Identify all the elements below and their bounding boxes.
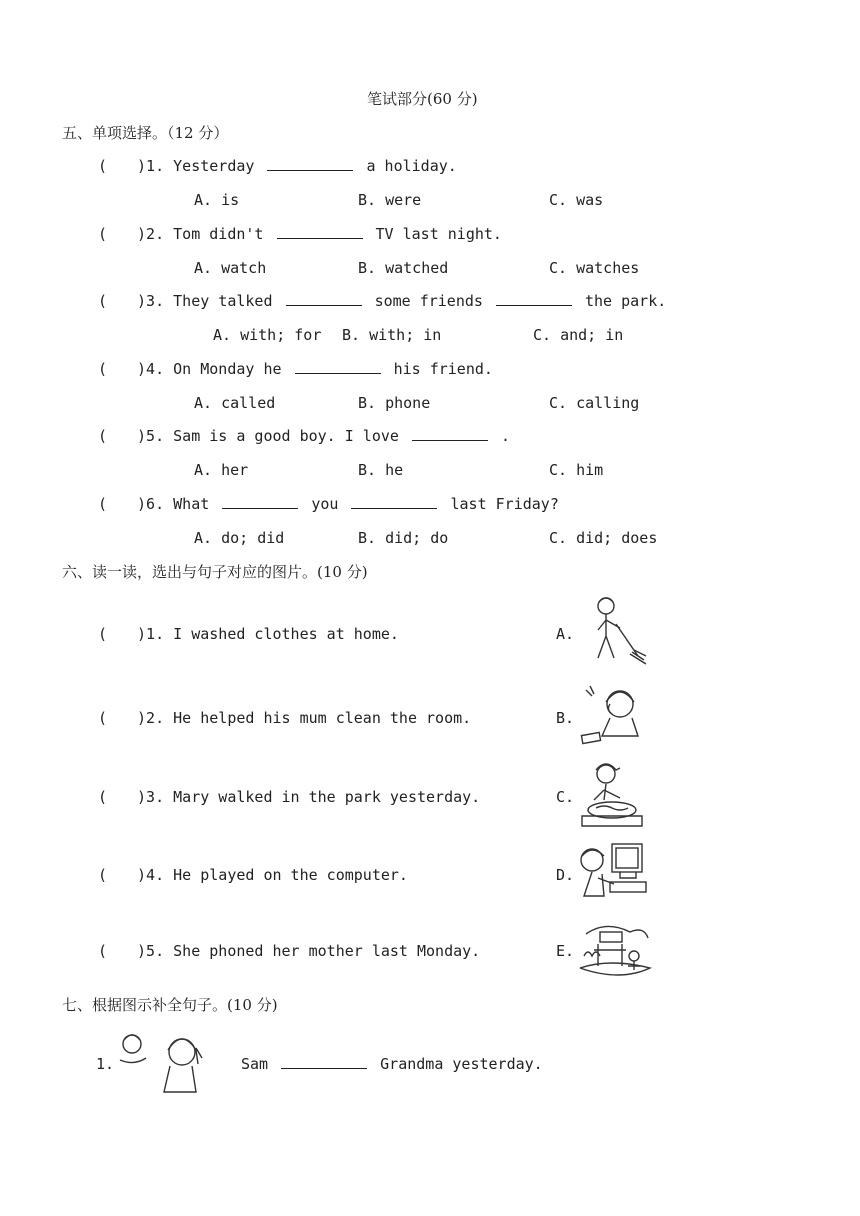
item-text: He played on the computer. — [173, 866, 408, 884]
question-text: Yesterday — [173, 157, 255, 175]
option-a: A. called — [194, 394, 276, 412]
paren-open: ( — [98, 625, 108, 643]
fill-text: Sam — [241, 1055, 269, 1073]
question-text-end: his friend. — [393, 360, 493, 378]
question-5 — [98, 427, 510, 445]
girl-phoning-grandma-icon — [116, 1030, 212, 1096]
boy-computer-icon — [574, 838, 648, 906]
question-text: Tom didn't — [173, 225, 264, 243]
match-item-2 — [98, 709, 471, 727]
section6-heading: 六、读一读，选出与句子对应的图片。(10 分) — [62, 563, 368, 581]
option-a: A. is — [194, 191, 240, 209]
option-a: A. her — [194, 461, 249, 479]
answer-blank[interactable] — [267, 169, 353, 171]
item-text: I washed clothes at home. — [173, 625, 399, 643]
fill-item-number: 1. — [96, 1055, 115, 1073]
paren-open: ( — [98, 225, 108, 243]
answer-blank[interactable] — [286, 304, 362, 306]
option-c: C. and; in — [533, 326, 624, 344]
item-text: She phoned her mother last Monday. — [173, 942, 481, 960]
match-item-3 — [98, 788, 480, 806]
section5-heading: 五、单项选择。（12 分） — [62, 124, 229, 142]
match-item-4 — [98, 866, 408, 884]
question-6 — [98, 495, 559, 513]
paren-open: ( — [98, 709, 108, 727]
question-text-end: the park. — [585, 292, 667, 310]
answer-blank[interactable] — [295, 372, 381, 374]
section7-heading: 七、根据图示补全句子。(10 分) — [62, 996, 278, 1014]
question-3 — [98, 292, 666, 310]
answer-blank[interactable] — [281, 1067, 367, 1069]
option-b: B. phone — [358, 394, 431, 412]
picture-letter-a: A. — [556, 625, 575, 643]
boy-sweeping-icon — [576, 594, 648, 666]
picture-letter-c: C. — [556, 788, 575, 806]
item-number: )2. — [137, 709, 165, 727]
item-number: )5. — [137, 942, 165, 960]
question-text-mid: you — [311, 495, 339, 513]
option-b: B. watched — [358, 259, 449, 277]
option-a: A. watch — [194, 259, 267, 277]
question-1 — [98, 157, 457, 175]
option-c: C. did; does — [549, 529, 658, 547]
girl-phoning-icon — [576, 684, 648, 746]
item-text: Mary walked in the park yesterday. — [173, 788, 481, 806]
question-number: )6. — [137, 495, 165, 513]
paren-open: ( — [98, 942, 108, 960]
option-c: C. was — [549, 191, 604, 209]
question-number: )3. — [137, 292, 165, 310]
match-item-5 — [98, 942, 480, 960]
question-number: )2. — [137, 225, 165, 243]
paren-open: ( — [98, 427, 108, 445]
paren-open: ( — [98, 360, 108, 378]
paren-open: ( — [98, 495, 108, 513]
question-text: What — [173, 495, 210, 513]
question-text: Sam is a good boy. I love — [173, 427, 399, 445]
answer-blank[interactable] — [412, 439, 488, 441]
option-b: B. with; in — [342, 326, 442, 344]
item-number: )4. — [137, 866, 165, 884]
paren-open: ( — [98, 157, 108, 175]
item-number: )3. — [137, 788, 165, 806]
item-number: )1. — [137, 625, 165, 643]
picture-letter-d: D. — [556, 866, 575, 884]
answer-blank[interactable] — [222, 507, 298, 509]
fill-text-end: Grandma yesterday. — [380, 1055, 543, 1073]
question-number: )5. — [137, 427, 165, 445]
question-4 — [98, 360, 493, 378]
item-text: He helped his mum clean the room. — [173, 709, 472, 727]
paren-open: ( — [98, 866, 108, 884]
option-b: B. were — [358, 191, 422, 209]
option-b: B. he — [358, 461, 404, 479]
option-c: C. him — [549, 461, 604, 479]
option-c: C. watches — [549, 259, 640, 277]
girl-washing-icon — [576, 760, 648, 828]
question-text-end: . — [501, 427, 511, 445]
page-title: 笔试部分(60 分) — [367, 90, 478, 108]
option-a: A. with; for — [213, 326, 322, 344]
question-text-end: a holiday. — [366, 157, 457, 175]
question-text: On Monday he — [173, 360, 282, 378]
fill-sentence — [241, 1055, 543, 1073]
answer-blank[interactable] — [351, 507, 437, 509]
option-b: B. did; do — [358, 529, 449, 547]
question-2 — [98, 225, 502, 243]
paren-open: ( — [98, 292, 108, 310]
paren-open: ( — [98, 788, 108, 806]
park-scene-icon — [576, 920, 656, 978]
option-a: A. do; did — [194, 529, 285, 547]
option-c: C. calling — [549, 394, 640, 412]
match-item-1 — [98, 625, 399, 643]
answer-blank[interactable] — [496, 304, 572, 306]
answer-blank[interactable] — [277, 237, 363, 239]
picture-letter-b: B. — [556, 709, 575, 727]
question-text-mid: some friends — [374, 292, 483, 310]
question-number: )4. — [137, 360, 165, 378]
picture-letter-e: E. — [556, 942, 575, 960]
question-number: )1. — [137, 157, 165, 175]
question-text-end: last Friday? — [450, 495, 559, 513]
question-text-end: TV last night. — [375, 225, 502, 243]
question-text: They talked — [173, 292, 273, 310]
